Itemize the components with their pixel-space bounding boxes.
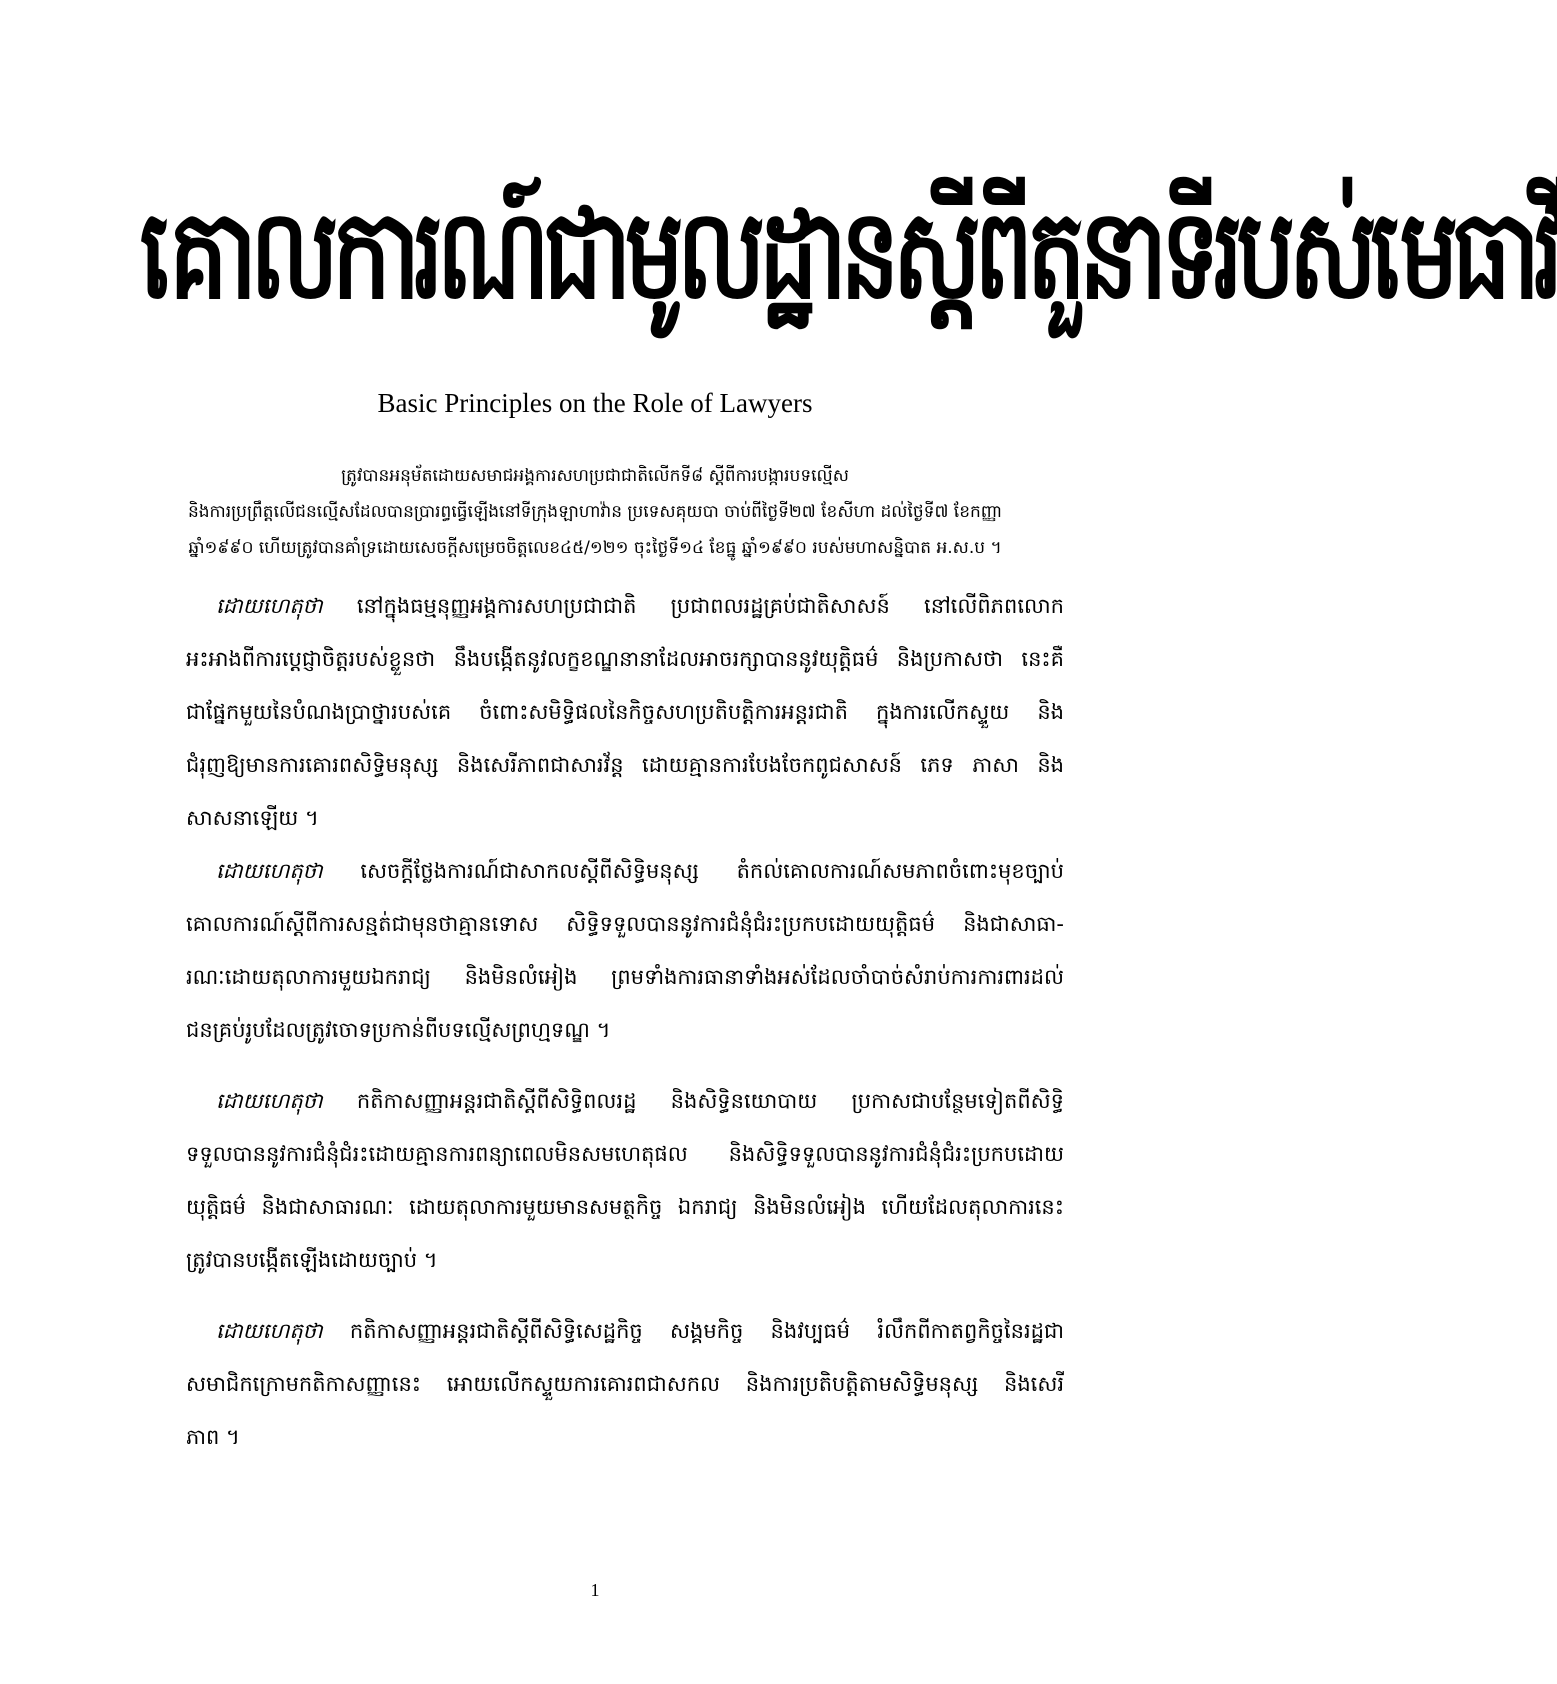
paragraph-line: ជាផ្នែកមួយនៃបំណងប្រាថ្នារបស់គេ ចំពោះសមិទ្ធិផលនៃកិច្ចសហប្រតិបត្តិការអន្តរជាតិ ក្នុងការលើកស្ទួយ និង <box>186 700 1064 724</box>
page-title: គោលការណ៍ជាមូលដ្ឋានស្តីពីតួនាទីរបស់មេធាវី <box>140 182 1557 327</box>
paragraph-line: សមាជិកក្រោមកតិកាសញ្ញានេះ អោយលើកស្ទួយការគោរពជាសកល និងការប្រតិបត្តិតាមសិទ្ធិមនុស្ស និងសេរី <box>186 1372 1064 1396</box>
paragraph-line: ជំរុញឱ្យមានការគោរពសិទ្ធិមនុស្ស និងសេរីភាពជាសារវ័ន្ត ដោយគ្មានការបែងចែកពូជសាសន៍ ភេទ ភាសា និង <box>186 753 1064 777</box>
paragraph-line: សាសនាឡើយ ។ <box>186 806 319 830</box>
paragraph-line: ទទួលបាននូវការជំនុំជំរះដោយគ្មានការពន្យាពេលមិនសមហេតុផល និងសិទ្ធិទទួលបាននូវការជំនុំជំរះប្រកបដោយ <box>186 1142 1064 1166</box>
paragraph-3 <box>186 1075 1064 1287</box>
adoption-line: និងការប្រព្រឹត្តលើជនល្មើសដែលបានប្រារព្ធធ្វើឡើងនៅទីក្រុងឡាហាវ៉ាន ប្រទេសគុយបា ចាប់ពីថ្ងៃទី២៧ ខែសីហា ដល់ថ្ងៃទី៧ ខែកញ្ញា <box>187 502 1003 522</box>
paragraph-lead: ដោយហេតុថា <box>216 1319 323 1343</box>
paragraph-lead: ដោយហេតុថា <box>216 1089 323 1113</box>
adoption-line: ឆ្នាំ១៩៩០ ហើយត្រូវបានគាំទ្រដោយសេចក្តីសម្រេចចិត្តលេខ៤៥/១២១ ចុះថ្ងៃទី១៤ ខែធ្នូ ឆ្នាំ១៩៩០ របស់មហាសន្និបាត អ.ស.ប ។ <box>188 538 1002 558</box>
paragraph-line: រណៈដោយតុលាការមួយឯករាជ្យ និងមិនលំអៀង ព្រមទាំងការធានាទាំងអស់ដែលចាំបាច់សំរាប់ការការពារដល់ <box>186 965 1064 989</box>
paragraph-line: អះអាងពីការប្តេជ្ញាចិត្តរបស់ខ្លួនថា នឹងបង្កើតនូវលក្ខខណ្ឌនានាដែលអាចរក្សាបាននូវយុត្តិធម៌ និងប្រកាសថា នេះគឺ <box>186 647 1064 671</box>
paragraph-line: នៅក្នុងធម្មនុញ្ញអង្គការសហប្រជាជាតិ ប្រជាពលរដ្ឋគ្រប់ជាតិសាសន៍ នៅលើពិភពលោក <box>356 594 1064 618</box>
paragraph-1 <box>186 580 1064 845</box>
paragraph-line: ភាព ។ <box>186 1425 240 1449</box>
paragraph-line: ត្រូវបានបង្កើតឡើងដោយច្បាប់ ។ <box>186 1248 438 1272</box>
paragraph-line: យុត្តិធម៌ និងជាសាធារណៈ ដោយតុលាការមួយមានសមត្ថកិច្ច ឯករាជ្យ និងមិនលំអៀង ហើយដែលតុលាការនេះ <box>186 1195 1064 1219</box>
paragraph-lead: ដោយហេតុថា <box>216 594 323 618</box>
adoption-note <box>60 458 1130 566</box>
english-subtitle: Basic Principles on the Role of Lawyers <box>377 388 813 418</box>
paragraph-line: កតិកាសញ្ញាអន្តរជាតិស្តីពីសិទ្ធិពលរដ្ឋ និងសិទ្ធិនយោបាយ ប្រកាសជាបន្ថែមទៀតពីសិទ្ធិ <box>356 1089 1064 1113</box>
page-number: 1 <box>590 1580 600 1600</box>
paragraph-2 <box>186 845 1064 1057</box>
paragraph-lead: ដោយហេតុថា <box>216 859 323 883</box>
paragraph-line: គោលការណ៍ស្តីពីការសន្មត់ជាមុនថាគ្មានទោស សិទ្ធិទទួលបាននូវការជំនុំជំរះប្រកបដោយយុត្តិធម៌ និងជាសាធា- <box>186 912 1064 936</box>
paragraph-line: សេចក្តីថ្លែងការណ៍ជាសាកលស្តីពីសិទ្ធិមនុស្ស តំកល់គោលការណ៍សមភាពចំពោះមុខច្បាប់ <box>360 859 1064 883</box>
adoption-line: ត្រូវបានអនុម័តដោយសមាជអង្គការសហប្រជាជាតិលើកទី៨ ស្តីពីការបង្ការបទល្មើស <box>341 466 849 486</box>
paragraph-line: កតិកាសញ្ញាអន្តរជាតិស្តីពីសិទ្ធិសេដ្ឋកិច្ច សង្គមកិច្ច និងវប្បធម៌ រំលឹកពីកាតព្វកិច្ចនៃរដ្ឋជា <box>349 1319 1064 1343</box>
paragraph-line: ជនគ្រប់រូបដែលត្រូវចោទប្រកាន់ពីបទល្មើសព្រហ្មទណ្ឌ ។ <box>186 1018 611 1042</box>
paragraph-4 <box>186 1305 1064 1464</box>
